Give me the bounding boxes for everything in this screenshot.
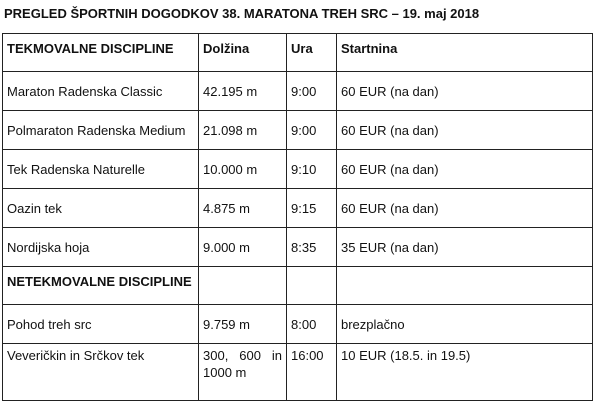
- cell-time: 9:15: [287, 189, 337, 228]
- header-discipline: TEKMOVALNE DISCIPLINE: [3, 34, 199, 72]
- cell-time: 8:00: [287, 305, 337, 344]
- cell-fee: 35 EUR (na dan): [337, 228, 593, 267]
- cell-time: 9:00: [287, 72, 337, 111]
- cell-discipline: Veveričkin in Srčkov tek: [3, 344, 199, 401]
- cell-time: 8:35: [287, 228, 337, 267]
- section-heading-noncompetitive: NETEKMOVALNE DISCIPLINE: [3, 267, 199, 305]
- table-row: [3, 189, 593, 228]
- table-row: [3, 72, 593, 111]
- cell-discipline: Polmaraton Radenska Medium: [3, 111, 199, 150]
- cell-time: 9:00: [287, 111, 337, 150]
- table-row: [3, 150, 593, 189]
- table-row: [3, 344, 593, 401]
- cell-discipline: Tek Radenska Naturelle: [3, 150, 199, 189]
- events-table: [2, 33, 593, 401]
- cell-length: 300, 600 in 1000 m: [199, 344, 287, 401]
- cell-length: 9.000 m: [199, 228, 287, 267]
- cell-time: 16:00: [287, 344, 337, 401]
- cell-length: 42.195 m: [199, 72, 287, 111]
- table-row: [3, 305, 593, 344]
- section-heading-row: [3, 267, 593, 305]
- cell-length: 10.000 m: [199, 150, 287, 189]
- cell-fee: 60 EUR (na dan): [337, 111, 593, 150]
- cell-fee: 10 EUR (18.5. in 19.5): [337, 344, 593, 401]
- cell-length: 21.098 m: [199, 111, 287, 150]
- page-title: PREGLED ŠPORTNIH DOGODKOV 38. MARATONA TREH SRC – 19. maj 2018: [4, 6, 480, 21]
- cell-fee: brezplačno: [337, 305, 593, 344]
- cell-fee: 60 EUR (na dan): [337, 72, 593, 111]
- header-fee: Startnina: [337, 34, 593, 72]
- cell-time: 9:10: [287, 150, 337, 189]
- cell-discipline: Maraton Radenska Classic: [3, 72, 199, 111]
- cell-length: 4.875 m: [199, 189, 287, 228]
- header-length: Dolžina: [199, 34, 287, 72]
- cell-discipline: Pohod treh src: [3, 305, 199, 344]
- cell-discipline: Oazin tek: [3, 189, 199, 228]
- table-row: [3, 111, 593, 150]
- cell-fee: 60 EUR (na dan): [337, 189, 593, 228]
- cell-fee: 60 EUR (na dan): [337, 150, 593, 189]
- cell-length: 9.759 m: [199, 305, 287, 344]
- table-row: [3, 228, 593, 267]
- cell-discipline: Nordijska hoja: [3, 228, 199, 267]
- header-time: Ura: [287, 34, 337, 72]
- table-header-row: [3, 34, 593, 72]
